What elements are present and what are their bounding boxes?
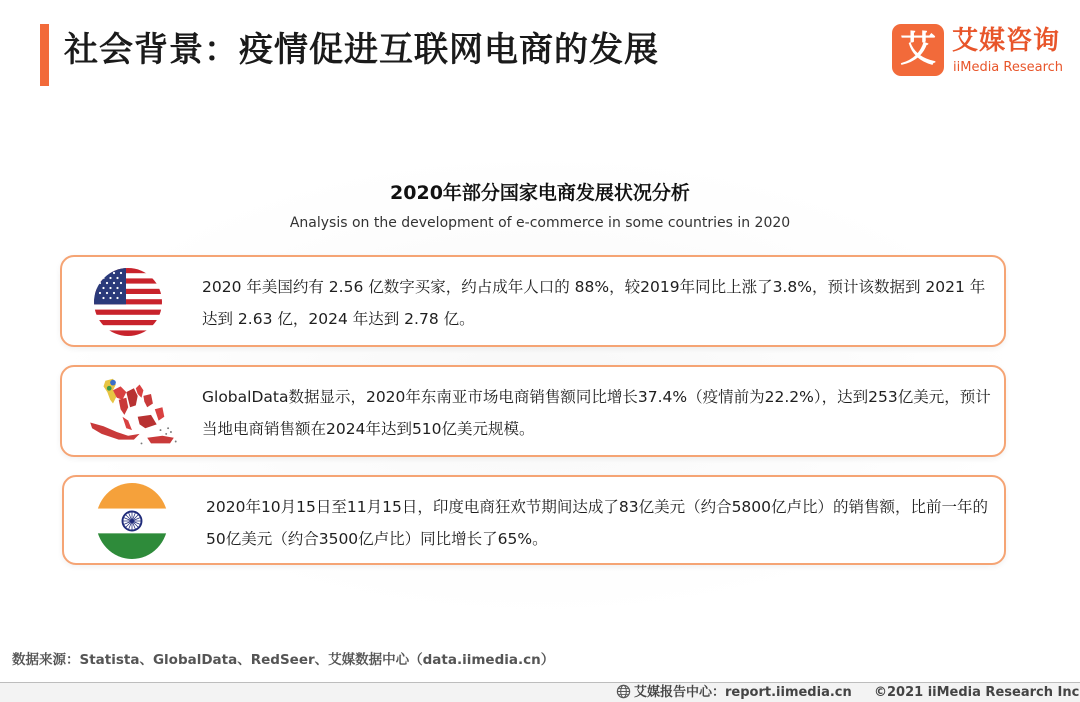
usa-flag-icon (94, 268, 162, 336)
southeast-asia-info-card (60, 365, 1006, 457)
section-title: 2020年部分国家电商发展状况分析 (390, 182, 690, 204)
southeast-asia-map-icon (84, 375, 180, 451)
southeast-asia-card-text: GlobalData数据显示，2020年东南亚市场电商销售额同比增长37.4%（疫情前为22.2%），达到253亿美元，预计当地电商销售额在2024年达到510亿美元规模。 (202, 388, 991, 438)
usa-info-card (60, 255, 1006, 347)
globe-icon (616, 684, 631, 699)
india-flag-icon (94, 481, 170, 561)
logo-chinese-name: 艾媒咨询 (952, 26, 1061, 56)
section-subtitle: Analysis on the development of e-commerce in some countries in 2020 (289, 215, 791, 231)
iimedia-logo (892, 24, 1062, 80)
footer-report-center-label: 艾媒报告中心：report.iimedia.cn (634, 685, 852, 700)
data-source: 数据来源：Statista、GlobalData、RedSeer、艾媒数据中心（data.iimedia.cn） (12, 652, 555, 668)
footer-bar (0, 683, 1080, 702)
logo-mark-icon: 艾 (892, 24, 944, 76)
footer-copyright: ©2021 iiMedia Research Inc (874, 685, 1080, 700)
title-accent-bar (40, 24, 49, 86)
india-info-card (62, 475, 1006, 565)
logo-english-name: iiMedia Research (953, 60, 1064, 75)
india-card-text: 2020年10月15日至11月15日，印度电商狂欢节期间达成了83亿美元（约合5800亿卢比）的销售额，比前一年的50亿美元（约合3500亿卢比）同比增长了65%。 (206, 498, 989, 548)
page-title: 社会背景：疫情促进互联网电商的发展 (64, 30, 659, 70)
usa-card-text: 2020 年美国约有 2.56 亿数字买家，约占成年人口的 88%，较2019年同比上涨了3.8%，预计该数据到 2021 年达到 2.63 亿，2024 年达到 2.78 亿。 (202, 278, 986, 328)
footer-report-center[interactable] (616, 684, 852, 701)
